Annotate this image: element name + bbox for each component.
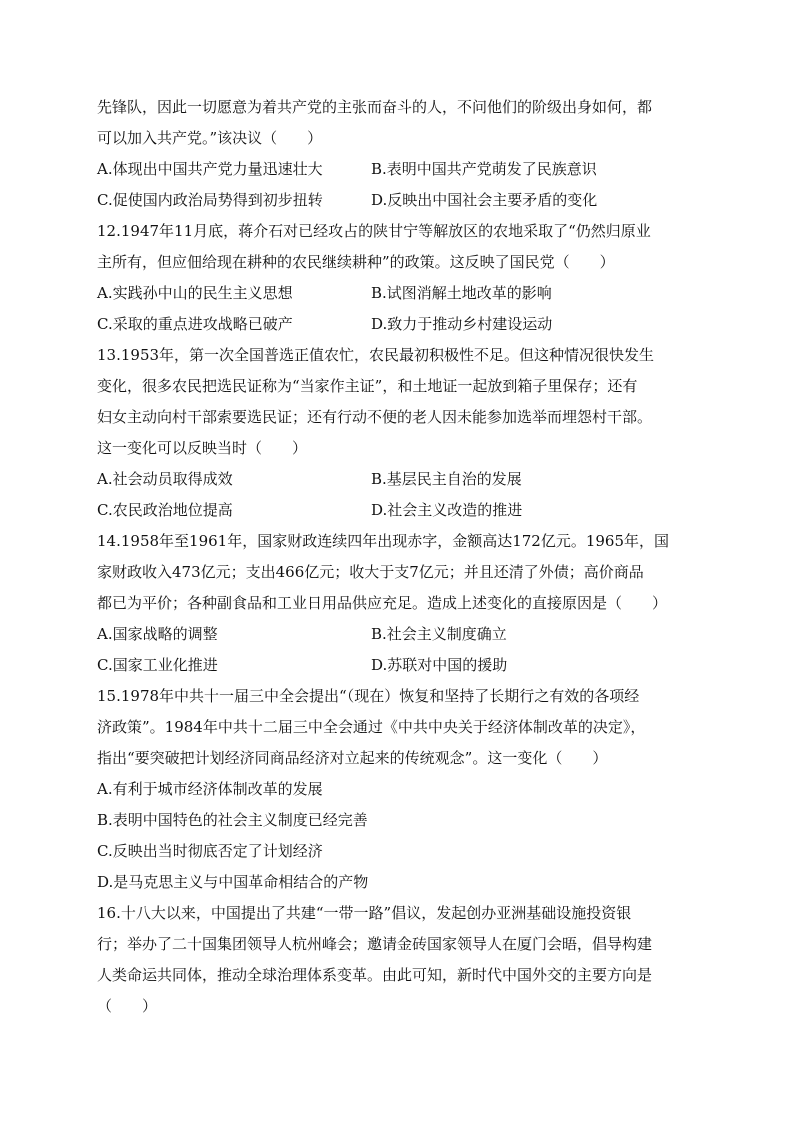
question-text-line: 人类命运共同体，推动全球治理体系变革。由此可知，新时代中国外交的主要方向是 [97, 966, 653, 984]
option-a[interactable]: A.社会动员取得成效 [97, 470, 233, 488]
options-row [97, 154, 707, 185]
question-text-line: 家财政收入473亿元；支出466亿元；收大于支7亿元；并且还清了外债；高价商品 [97, 563, 644, 581]
question-text-line: 先锋队，因此一切愿意为着共产党的主张而奋斗的人，不问他们的阶级出身如何，都 [97, 98, 653, 116]
options-row [97, 278, 707, 309]
question-text-line: 主所有，但应佃给现在耕种的农民继续耕种”的政策。这反映了国民党（ ） [97, 253, 615, 271]
option-a[interactable]: A.实践孙中山的民生主义思想 [97, 284, 293, 302]
question-13 [97, 340, 707, 526]
option-b[interactable]: B.表明中国特色的社会主义制度已经完善 [97, 811, 368, 829]
question-15 [97, 681, 707, 898]
options-row [97, 650, 707, 681]
question-text-line: 12.1947年11月底，蒋介石对已经攻占的陕甘宁等解放区的农地采取了“仍然归原业 [97, 222, 651, 240]
option-d[interactable]: D.反映出中国社会主要矛盾的变化 [371, 191, 598, 209]
question-text-line: 这一变化可以反映当时（ ） [97, 439, 308, 457]
options-row [97, 185, 707, 216]
option-c[interactable]: C.农民政治地位提高 [97, 501, 233, 519]
question-text-line: 变化，很多农民把选民证称为“当家作主证”，和土地证一起放到箱子里保存；还有 [97, 377, 638, 395]
option-d[interactable]: D.是马克思主义与中国革命相结合的产物 [97, 873, 369, 891]
options-row [97, 309, 707, 340]
question-16 [97, 898, 707, 1022]
options-row [97, 619, 707, 650]
options-row [97, 464, 707, 495]
question-14 [97, 526, 707, 681]
option-a[interactable]: A.国家战略的调整 [97, 625, 218, 643]
option-d[interactable]: D.致力于推动乡村建设运动 [371, 315, 553, 333]
option-c[interactable]: C.促使国内政治局势得到初步扭转 [97, 191, 323, 209]
question-text-line: 妇女主动向村干部索要选民证；还有行动不便的老人因未能参加选举而埋怨村干部。 [97, 408, 653, 426]
option-a[interactable]: A.有利于城市经济体制改革的发展 [97, 780, 323, 798]
question-text-line: 13.1953年，第一次全国普选正值农忙，农民最初积极性不足。但这种情况很快发生 [97, 346, 655, 364]
options-row [97, 495, 707, 526]
question-text-line: 15.1978年中共十一届三中全会提出“（现在）恢复和坚持了长期行之有效的各项经 [97, 687, 640, 705]
option-b[interactable]: B.社会主义制度确立 [371, 625, 507, 643]
question-11-continued [97, 92, 707, 216]
answer-blank: （ ） [97, 997, 158, 1015]
question-text-line: 指出“要突破把计划经济同商品经济对立起来的传统观念”。这一变化（ ） [97, 749, 608, 767]
option-a[interactable]: A.体现出中国共产党力量迅速壮大 [97, 160, 323, 178]
option-b[interactable]: B.试图消解土地改革的影响 [371, 284, 552, 302]
option-b[interactable]: B.表明中国共产党萌发了民族意识 [371, 160, 597, 178]
question-text-line: 行；举办了二十国集团领导人杭州峰会；邀请金砖国家领导人在厦门会晤，倡导构建 [97, 935, 653, 953]
option-b[interactable]: B.基层民主自治的发展 [371, 470, 522, 488]
question-text-line: 济政策”。1984年中共十二届三中全会通过《中共中央关于经济体制改革的决定》， [97, 718, 646, 736]
question-text-line: 16.十八大以来，中国提出了共建“一带一路”倡议，发起创办亚洲基础设施投资银 [97, 904, 632, 922]
question-text-line: 都已为平价；各种副食品和工业日用品供应充足。造成上述变化的直接原因是（ ） [97, 594, 668, 612]
question-12 [97, 216, 707, 340]
question-text-line: 可以加入共产党。”该决议（ ） [97, 129, 323, 147]
option-c[interactable]: C.采取的重点进攻战略已破产 [97, 315, 293, 333]
option-d[interactable]: D.苏联对中国的援助 [371, 656, 508, 674]
exam-page [97, 92, 707, 1022]
question-text-line: 14.1958年至1961年，国家财政连续四年出现赤字，金额高达172亿元。1965年，国 [97, 532, 670, 550]
option-c[interactable]: C.国家工业化推进 [97, 656, 218, 674]
option-c[interactable]: C.反映出当时彻底否定了计划经济 [97, 842, 323, 860]
option-d[interactable]: D.社会主义改造的推进 [371, 501, 523, 519]
